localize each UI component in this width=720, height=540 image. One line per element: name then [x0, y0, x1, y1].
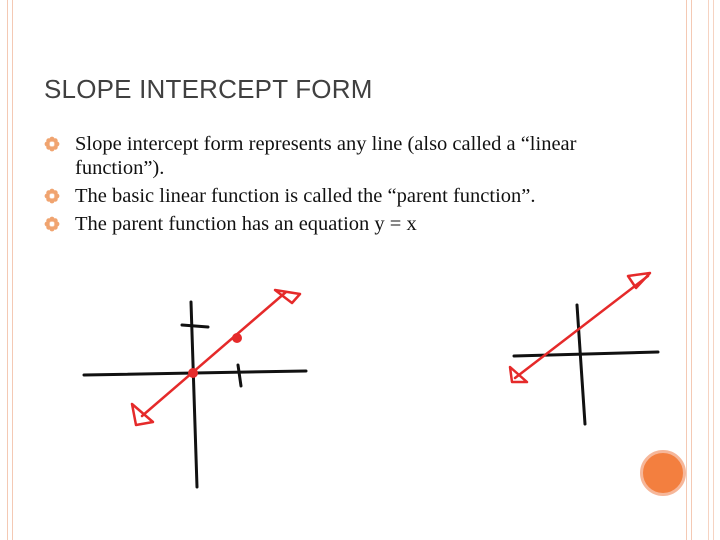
plot-point [232, 333, 242, 343]
x-axis [514, 352, 658, 356]
bullet-text: The parent function has an equation y = x [75, 213, 417, 235]
arrow-head [132, 404, 153, 425]
bullet-text: Slope intercept form represents any line (also called a “linear function”). [75, 133, 577, 179]
bullet-text: The basic linear function is called the “parent function”. [75, 185, 536, 207]
left-graph-sketch [84, 290, 306, 487]
slide-title: SLOPE INTERCEPT FORM [44, 74, 373, 104]
arrow-head [628, 273, 650, 288]
graph-line [142, 292, 286, 416]
y-axis [191, 302, 197, 487]
right-graph-sketch [510, 273, 658, 424]
arrow-head [275, 290, 300, 303]
tick-mark [182, 325, 208, 327]
plot-point [188, 368, 198, 378]
y-axis [577, 305, 585, 424]
tick-mark [238, 365, 241, 386]
decorative-circle [640, 450, 686, 496]
